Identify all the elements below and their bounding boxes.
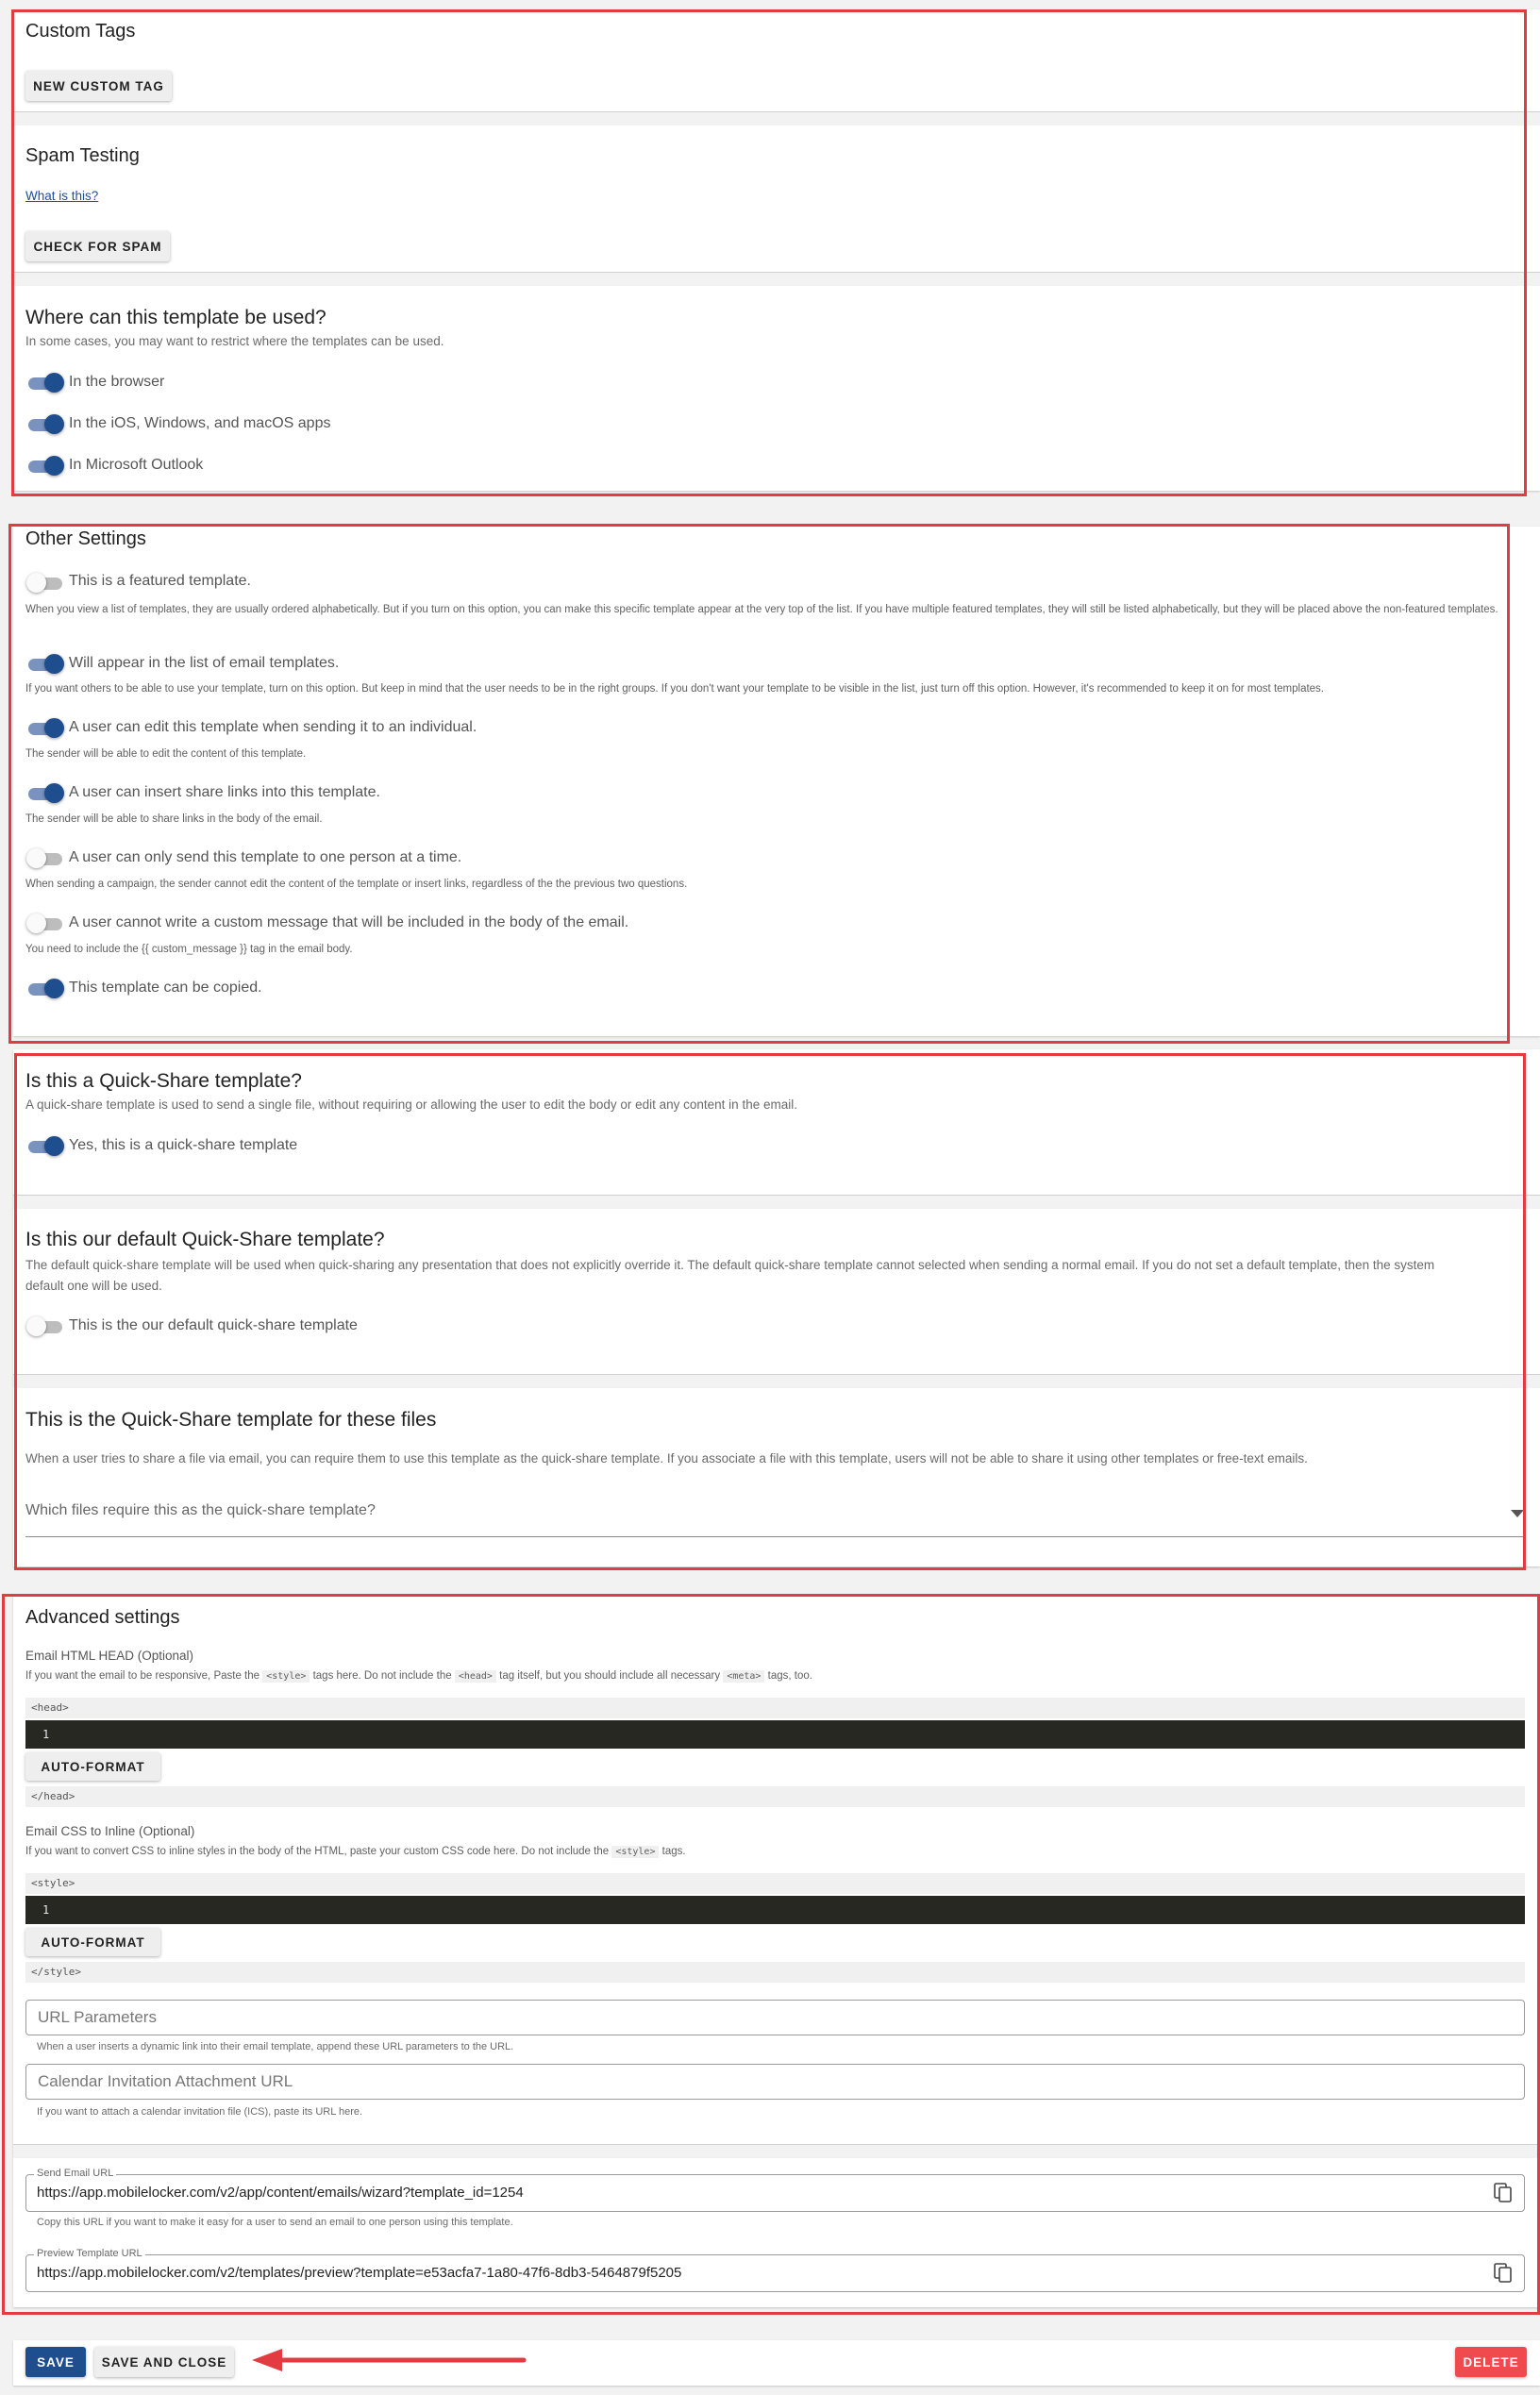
new-custom-tag-button[interactable]: NEW CUSTOM TAG	[25, 71, 172, 101]
quick-share-title: Is this a Quick-Share template?	[25, 1070, 302, 1092]
copy-icon[interactable]	[1494, 2263, 1513, 2284]
toggle-no-custom-message[interactable]	[26, 913, 64, 934]
section-divider	[13, 2144, 1540, 2158]
preview-template-url-field[interactable]	[25, 2248, 1525, 2292]
send-email-url-field[interactable]	[25, 2168, 1525, 2212]
default-quick-share-description-2: default one will be used.	[25, 1279, 162, 1293]
toggle-apps-label: In the iOS, Windows, and macOS apps	[69, 415, 331, 431]
default-quick-share-description-1: The default quick-share template will be used when quick-sharing any presentation that does not explicitly override it. The default quick-share template cannot selected when sending a normal email. If you do not set a default template, then the system	[25, 1258, 1435, 1272]
section-divider	[13, 272, 1540, 286]
email-css-label: Email CSS to Inline (Optional)	[25, 1824, 195, 1838]
default-quick-share-title: Is this our default Quick-Share template?	[25, 1229, 385, 1250]
css-close-tag: </style>	[25, 1962, 1525, 1983]
email-head-help-text: tag itself, but you should include all necessary	[495, 1670, 724, 1682]
css-auto-format-button[interactable]: AUTO-FORMAT	[25, 1928, 160, 1956]
toggle-featured[interactable]	[26, 573, 64, 594]
advanced-settings-title: Advanced settings	[25, 1607, 180, 1628]
footer-bar	[13, 2340, 1540, 2386]
email-head-label: Email HTML HEAD (Optional)	[25, 1649, 194, 1663]
toggle-outlook-label: In Microsoft Outlook	[69, 457, 204, 473]
head-code-editor[interactable]	[25, 1720, 1525, 1749]
calendar-url-help: If you want to attach a calendar invitation file (ICS), paste its URL here.	[37, 2106, 363, 2118]
css-open-tag: <style>	[25, 1873, 1525, 1894]
send-email-url-label: Send Email URL	[34, 2168, 116, 2179]
toggle-browser-label: In the browser	[69, 374, 165, 390]
annotation-arrow-icon	[250, 2346, 533, 2374]
send-email-url-help: Copy this URL if you want to make it easy for a user to send an email to one person using this template.	[37, 2217, 513, 2228]
section-divider	[13, 1195, 1540, 1209]
toggle-share-links[interactable]	[26, 783, 64, 804]
check-for-spam-button[interactable]: CHECK FOR SPAM	[25, 231, 170, 261]
toggle-browser[interactable]	[26, 373, 64, 394]
quick-share-description: A quick-share template is used to send a single file, without requiring or allowing the user to edit the body or edit any content in the email.	[25, 1097, 797, 1112]
section-divider	[13, 111, 1540, 126]
style-tag-code: <style>	[262, 1670, 310, 1683]
files-title: This is the Quick-Share template for these files	[25, 1409, 437, 1431]
toggle-one-person-label: A user can only send this template to one person at a time.	[69, 849, 462, 865]
featured-help: When you view a list of templates, they are usually ordered alphabetically. But if you turn on this option, you can make this specific template appear at the very top of the list. If you have multiple featured templates, they will still be listed alphabetically, but they will be placed above the non-featured templates.	[25, 604, 1498, 615]
email-head-help	[25, 1670, 812, 1682]
toggle-copyable-label: This template can be copied.	[69, 980, 262, 996]
custom-tags-title: Custom Tags	[25, 21, 136, 42]
custom-message-help: You need to include the {{ custom_message }} tag in the email body.	[25, 944, 353, 955]
delete-button[interactable]: DELETE	[1455, 2347, 1527, 2377]
preview-template-url-label: Preview Template URL	[34, 2248, 145, 2259]
other-settings-title: Other Settings	[25, 528, 146, 549]
email-css-help	[25, 1846, 686, 1857]
toggle-one-person[interactable]	[26, 848, 64, 869]
preview-template-url-value: https://app.mobilelocker.com/v2/templates/preview?template=e53acfa7-1a80-47f6-8db3-5464879f5205	[37, 2265, 682, 2281]
usage-description: In some cases, you may want to restrict where the templates can be used.	[25, 334, 444, 348]
toggle-default-quick-share-label: This is the our default quick-share template	[69, 1317, 358, 1333]
url-parameters-input[interactable]: URL Parameters	[25, 2000, 1525, 2035]
toggle-quick-share[interactable]	[26, 1136, 64, 1157]
style-tag-code: <style>	[611, 1846, 659, 1858]
files-select[interactable]	[25, 1489, 1526, 1537]
email-css-help-text: If you want to convert CSS to inline styles in the body of the HTML, paste your custom CSS code here. Do not include the	[25, 1846, 612, 1857]
visible-help: If you want others to be able to use your template, turn on this option. But keep in mind that the user needs to be in the right groups. If you don't want your template to be visible in the list, just turn off this option. However, it's recommended to keep it on for most templates.	[25, 683, 1324, 695]
one-person-help: When sending a campaign, the sender cannot edit the content of the template or insert links, regardless of the the previous two questions.	[25, 879, 688, 890]
line-number: 1	[42, 1728, 50, 1741]
email-head-help-text: tags, too.	[764, 1670, 812, 1682]
toggle-visible-in-list[interactable]	[26, 654, 64, 675]
toggle-apps[interactable]	[26, 414, 64, 435]
toggle-visible-label: Will appear in the list of email templates.	[69, 655, 340, 671]
line-number: 1	[42, 1903, 50, 1917]
copy-icon[interactable]	[1494, 2183, 1513, 2203]
dropdown-arrow-icon	[1511, 1510, 1524, 1517]
share-links-help: The sender will be able to share links in the body of the email.	[25, 813, 323, 825]
email-head-help-text: If you want the email to be responsive, Paste the	[25, 1670, 263, 1682]
send-email-url-value: https://app.mobilelocker.com/v2/app/content/emails/wizard?template_id=1254	[37, 2185, 524, 2201]
head-auto-format-button[interactable]: AUTO-FORMAT	[25, 1752, 160, 1781]
save-button[interactable]: SAVE	[25, 2347, 86, 2377]
editable-help: The sender will be able to edit the content of this template.	[25, 748, 307, 760]
toggle-featured-label: This is a featured template.	[69, 573, 251, 589]
toggle-quick-share-label: Yes, this is a quick-share template	[69, 1137, 298, 1153]
section-divider	[13, 1374, 1540, 1388]
email-head-help-text: tags here. Do not include the	[310, 1670, 455, 1682]
usage-title: Where can this template be used?	[25, 307, 326, 328]
files-select-placeholder: Which files require this as the quick-share template?	[25, 1502, 376, 1518]
what-is-this-link[interactable]: What is this?	[25, 189, 99, 203]
toggle-no-custom-message-label: A user cannot write a custom message that will be included in the body of the email.	[69, 914, 629, 930]
toggle-copyable[interactable]	[26, 979, 64, 999]
calendar-url-input[interactable]: Calendar Invitation Attachment URL	[25, 2064, 1525, 2100]
files-description: When a user tries to share a file via email, you can require them to use this template as the quick-share template. If you associate a file with this template, users will not be able to share it using other templates or free-text emails.	[25, 1451, 1308, 1465]
head-open-tag: <head>	[25, 1698, 1525, 1718]
toggle-editable[interactable]	[26, 718, 64, 739]
email-css-help-text: tags.	[659, 1846, 686, 1857]
spam-testing-title: Spam Testing	[25, 145, 140, 166]
toggle-default-quick-share[interactable]	[26, 1316, 64, 1337]
head-tag-code: <head>	[455, 1670, 496, 1683]
toggle-editable-label: A user can edit this template when sending it to an individual.	[69, 719, 477, 735]
toggle-share-links-label: A user can insert share links into this template.	[69, 784, 380, 800]
css-code-editor[interactable]	[25, 1896, 1525, 1924]
toggle-outlook[interactable]	[26, 456, 64, 477]
url-parameters-help: When a user inserts a dynamic link into their email template, append these URL parameters to the URL.	[37, 2041, 514, 2052]
spam-help-wrapper	[25, 189, 98, 203]
meta-tag-code: <meta>	[723, 1670, 764, 1683]
save-and-close-button[interactable]: SAVE AND CLOSE	[94, 2347, 234, 2377]
head-close-tag: </head>	[25, 1786, 1525, 1807]
